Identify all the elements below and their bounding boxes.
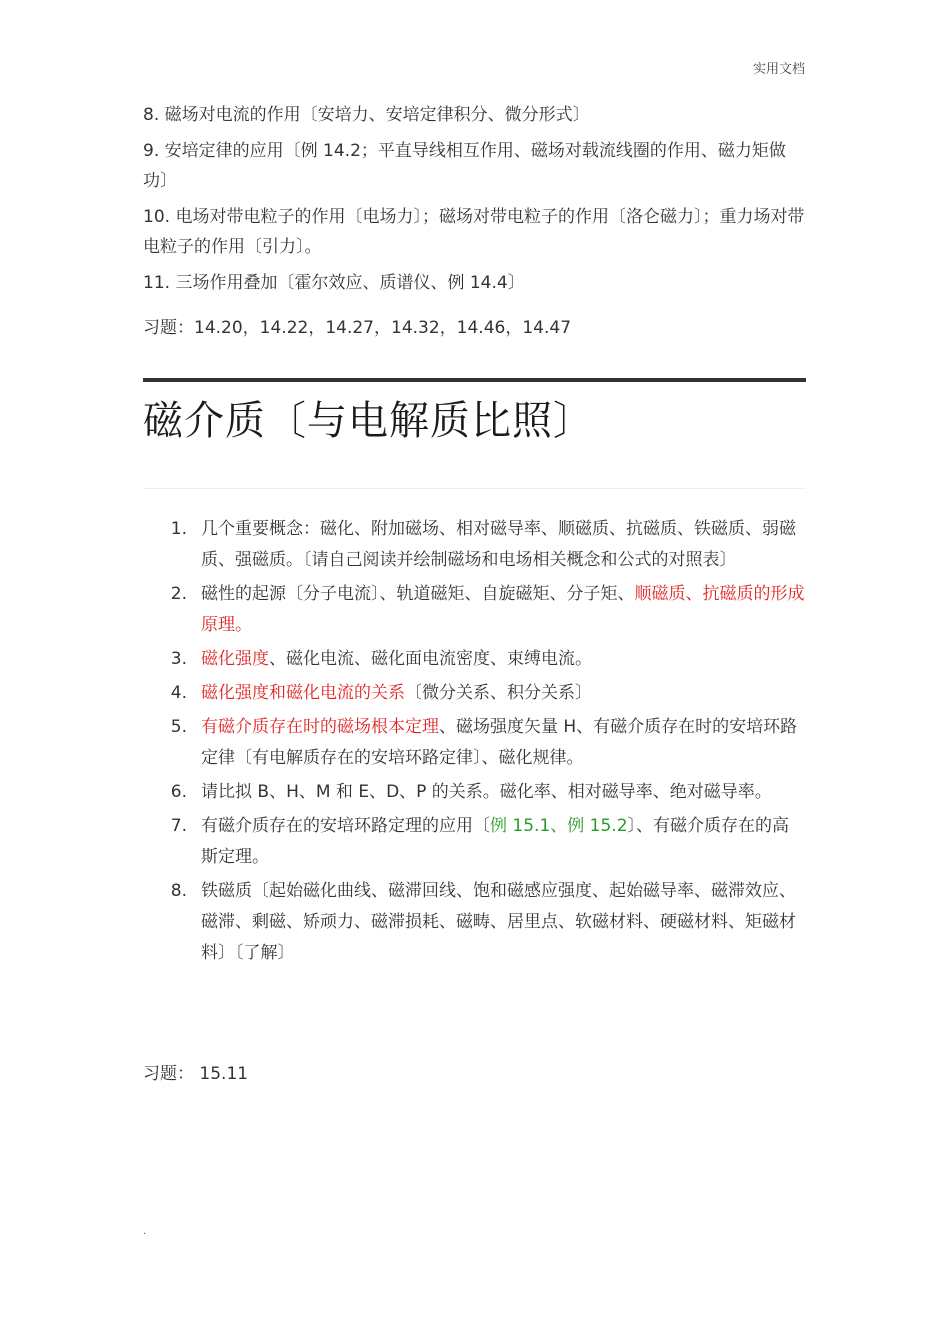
item-text-example: 例 15.1、例 15.2	[490, 816, 628, 836]
item-number: 3.	[170, 649, 187, 669]
header-label: 实用文档	[752, 62, 805, 77]
list-item	[165, 876, 805, 969]
item-text: 有磁介质存在的安培环路定理的应用〔	[201, 816, 490, 836]
item-number: 2.	[170, 584, 187, 604]
item-number: 4.	[170, 683, 187, 703]
thin-divider	[143, 488, 806, 489]
item-text: 、磁化电流、磁化面电流密度、束缚电流。	[269, 649, 592, 669]
list-item: 10. 电场对带电粒子的作用〔电场力〕；磁场对带电粒子的作用〔洛仑磁力〕；重力场对带电粒子的作用〔引力〕。	[143, 207, 805, 257]
item-text: 磁性的起源〔分子电流〕、轨道磁矩、自旋磁矩、分子矩、	[201, 584, 635, 604]
item-text: 请比拟 B、H、M 和 E、D、P 的关系。磁化率、相对磁导率、绝对磁导率。	[201, 782, 772, 802]
list-item	[165, 777, 805, 808]
item-text: 铁磁质〔起始磁化曲线、磁滞回线、饱和磁感应强度、起始磁导率、磁滞效应、磁滞、剩磁、矫顽力、磁滞损耗、磁畴、居里点、软磁材料、硬磁材料、矩磁材料〕〔了解〕	[201, 881, 796, 963]
list-item	[165, 712, 805, 774]
item-text: 〕、有磁介质存在的高斯定理。	[201, 816, 790, 867]
list-item	[165, 811, 805, 873]
item-text: 〔微分关系、积分关系〕	[405, 683, 592, 703]
item-text: 几个重要概念：磁化、附加磁场、相对磁导率、顺磁质、抗磁质、铁磁质、弱磁质、强磁质。〔请自己阅读并绘制磁场和电场相关概念和公式的对照表〕	[201, 519, 796, 570]
list-item	[165, 644, 805, 675]
section-title: 磁介质〔与电解质比照〕	[143, 398, 594, 444]
top-list	[143, 100, 808, 304]
item-text-highlight: 磁化强度和磁化电流的关系	[201, 683, 405, 703]
item-number: 6.	[170, 782, 187, 802]
list-item	[165, 678, 805, 709]
numbered-list	[165, 514, 805, 972]
list-item: 11. 三场作用叠加〔霍尔效应、质谱仪、例 14.4〕	[143, 273, 525, 293]
item-text-highlight: 顺磁质、抗磁质的形成原理。	[201, 584, 805, 635]
item-text: 、磁场强度矢量 H、有磁介质存在时的安培环路定律〔有电解质存在的安培环路定律〕、磁化规律。	[201, 717, 798, 768]
exercise-bottom: 习题： 15.11	[143, 1064, 249, 1084]
exercise-top: 习题：14.20，14.22，14.27，14.32，14.46，14.47	[143, 318, 572, 338]
item-number: 1.	[170, 519, 187, 539]
list-item	[165, 514, 805, 576]
list-item: 8. 磁场对电流的作用〔安培力、安培定律积分、微分形式〕	[143, 105, 590, 125]
item-number: 7.	[170, 816, 187, 836]
item-text-highlight: 磁化强度	[201, 649, 269, 669]
item-number: 8.	[170, 881, 187, 901]
item-text-highlight: 有磁介质存在时的磁场根本定理	[201, 717, 439, 737]
footer-dot: .	[143, 1226, 147, 1237]
item-number: 5.	[170, 717, 187, 737]
section-divider	[143, 378, 806, 382]
list-item	[165, 579, 805, 641]
list-item: 9. 安培定律的应用〔例 14.2；平直导线相互作用、磁场对载流线圈的作用、磁力矩做功〕	[143, 141, 786, 191]
